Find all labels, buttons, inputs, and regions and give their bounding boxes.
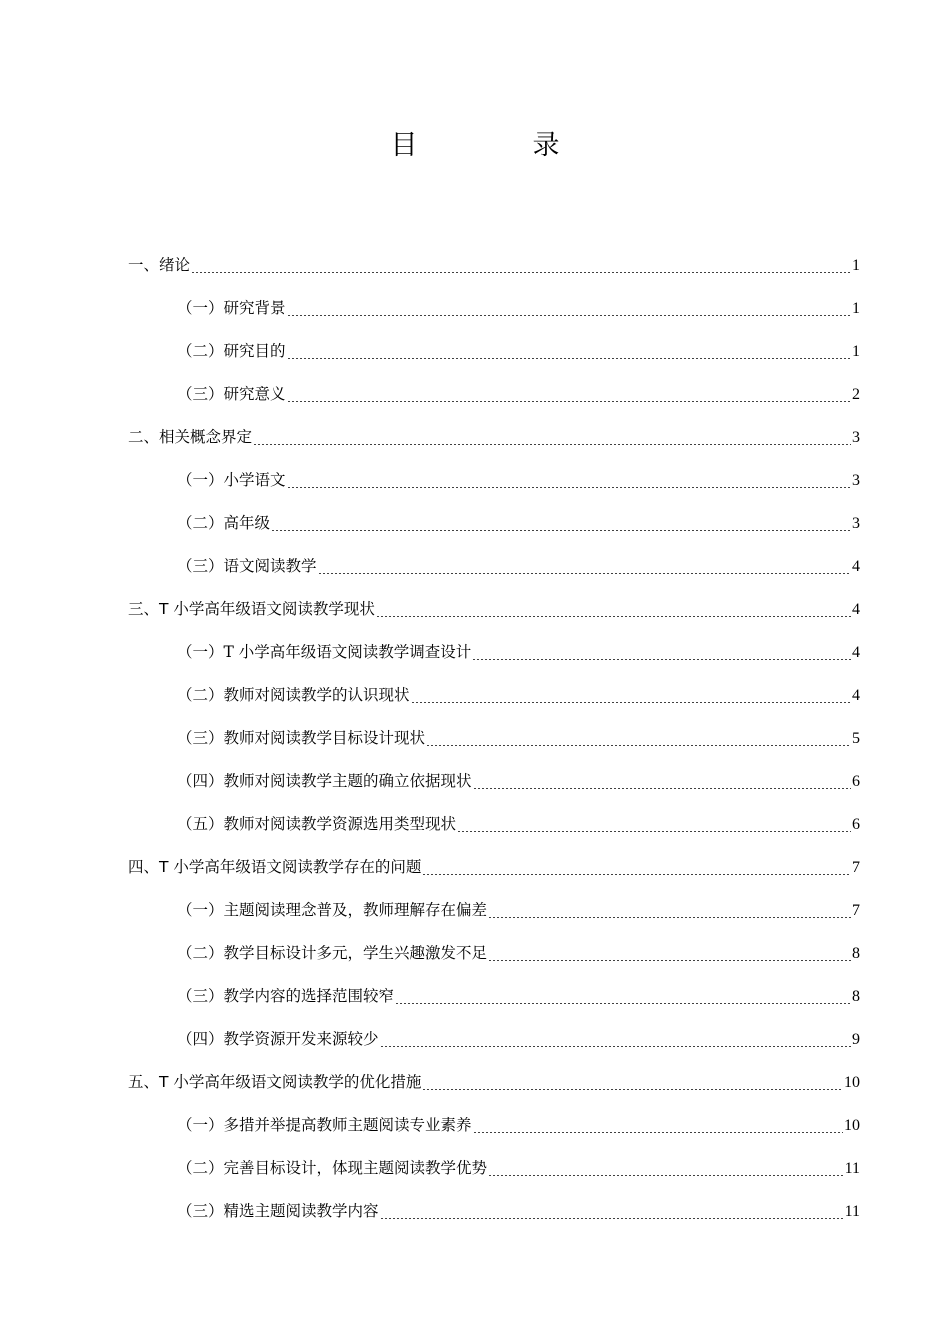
toc-entry-label: （一）小学语文 <box>177 471 286 489</box>
toc-section-entry[interactable] <box>128 631 860 674</box>
toc-entry-page-number: 1 <box>852 300 860 317</box>
toc-entry-page-number: 4 <box>852 558 860 575</box>
dot-leader <box>287 401 851 402</box>
toc-entry-page-number: 11 <box>844 1160 860 1177</box>
toc-entry-label: （三）教学内容的选择范围较窄 <box>177 987 395 1005</box>
toc-section-entry[interactable] <box>128 889 860 932</box>
dot-leader <box>287 358 851 359</box>
dot-leader <box>472 659 851 660</box>
toc-entry-label: 二、相关概念界定 <box>128 428 253 446</box>
toc-entry-label: （四）教师对阅读教学主题的确立依据现状 <box>177 772 472 790</box>
toc-section-entry[interactable] <box>128 1018 860 1061</box>
dot-leader <box>376 616 851 617</box>
toc-section-entry[interactable] <box>128 1104 860 1147</box>
toc-entry-label: （三）语文阅读教学 <box>177 557 317 575</box>
toc-entry-label: （二）教学目标设计多元，学生兴趣激发不足 <box>177 944 488 962</box>
dot-leader <box>395 1003 851 1004</box>
toc-entry-label: 一、绪论 <box>128 256 191 274</box>
toc-entry-label: 三、T 小学高年级语文阅读教学现状 <box>128 600 375 618</box>
toc-entry-page-number: 4 <box>852 687 860 704</box>
toc-entry-page-number: 11 <box>844 1203 860 1220</box>
toc-chapter-entry[interactable] <box>128 244 860 287</box>
toc-section-entry[interactable] <box>128 330 860 373</box>
toc-entry-page-number: 2 <box>852 386 860 403</box>
toc-section-entry[interactable] <box>128 1147 860 1190</box>
toc-entry-label: （三）教师对阅读教学目标设计现状 <box>177 729 426 747</box>
toc-chapter-entry[interactable] <box>128 846 860 889</box>
dot-leader <box>488 917 851 918</box>
toc-entry-page-number: 4 <box>852 644 860 661</box>
toc-entry-label: （三）研究意义 <box>177 385 286 403</box>
dot-leader <box>318 573 851 574</box>
toc-section-entry[interactable] <box>128 545 860 588</box>
toc-section-entry[interactable] <box>128 760 860 803</box>
toc-entry-label: （三）精选主题阅读教学内容 <box>177 1202 379 1220</box>
toc-entry-page-number: 8 <box>852 988 860 1005</box>
toc-entry-page-number: 7 <box>852 902 860 919</box>
toc-entry-label: （四）教学资源开发来源较少 <box>177 1030 379 1048</box>
page-title: 目 录 <box>390 130 604 161</box>
toc-entry-label: 四、T 小学高年级语文阅读教学存在的问题 <box>128 858 422 876</box>
dot-leader <box>473 1132 843 1133</box>
dot-leader <box>488 960 851 961</box>
toc-entry-page-number: 6 <box>852 816 860 833</box>
toc-section-entry[interactable] <box>128 1190 860 1233</box>
toc-section-entry[interactable] <box>128 459 860 502</box>
toc-entry-page-number: 1 <box>852 343 860 360</box>
dot-leader <box>287 315 851 316</box>
table-of-contents <box>128 244 860 1233</box>
dot-leader <box>411 702 851 703</box>
toc-section-entry[interactable] <box>128 803 860 846</box>
toc-entry-page-number: 10 <box>844 1117 860 1134</box>
toc-entry-label: 五、T 小学高年级语文阅读教学的优化措施 <box>128 1073 422 1091</box>
toc-entry-label: （二）完善目标设计，体现主题阅读教学优势 <box>177 1159 488 1177</box>
toc-entry-page-number: 5 <box>852 730 860 747</box>
dot-leader <box>422 874 851 875</box>
dot-leader <box>488 1175 844 1176</box>
toc-section-entry[interactable] <box>128 717 860 760</box>
toc-entry-page-number: 7 <box>852 859 860 876</box>
dot-leader <box>457 831 851 832</box>
dot-leader <box>426 745 851 746</box>
toc-entry-page-number: 10 <box>844 1074 860 1091</box>
toc-section-entry[interactable] <box>128 932 860 975</box>
toc-entry-label: （五）教师对阅读教学资源选用类型现状 <box>177 815 457 833</box>
toc-entry-page-number: 6 <box>852 773 860 790</box>
dot-leader <box>191 272 851 273</box>
toc-section-entry[interactable] <box>128 502 860 545</box>
toc-entry-label: （二）高年级 <box>177 514 271 532</box>
toc-entry-page-number: 9 <box>852 1031 860 1048</box>
toc-entry-page-number: 4 <box>852 601 860 618</box>
dot-leader <box>287 487 851 488</box>
dot-leader <box>422 1089 843 1090</box>
toc-entry-label: （一）T 小学高年级语文阅读教学调查设计 <box>177 643 472 661</box>
toc-entry-label: （二）教师对阅读教学的认识现状 <box>177 686 410 704</box>
dot-leader <box>253 444 851 445</box>
toc-entry-page-number: 3 <box>852 429 860 446</box>
dot-leader <box>380 1046 851 1047</box>
toc-chapter-entry[interactable] <box>128 588 860 631</box>
dot-leader <box>380 1218 844 1219</box>
toc-chapter-entry[interactable] <box>128 416 860 459</box>
toc-entry-page-number: 3 <box>852 515 860 532</box>
toc-section-entry[interactable] <box>128 674 860 717</box>
toc-entry-page-number: 8 <box>852 945 860 962</box>
toc-entry-page-number: 1 <box>852 257 860 274</box>
toc-entry-label: （一）多措并举提高教师主题阅读专业素养 <box>177 1116 472 1134</box>
toc-entry-label: （一）研究背景 <box>177 299 286 317</box>
dot-leader <box>473 788 851 789</box>
dot-leader <box>271 530 851 531</box>
toc-entry-label: （一）主题阅读理念普及，教师理解存在偏差 <box>177 901 488 919</box>
toc-entry-label: （二）研究目的 <box>177 342 286 360</box>
toc-section-entry[interactable] <box>128 287 860 330</box>
toc-entry-page-number: 3 <box>852 472 860 489</box>
toc-chapter-entry[interactable] <box>128 1061 860 1104</box>
toc-section-entry[interactable] <box>128 373 860 416</box>
toc-section-entry[interactable] <box>128 975 860 1018</box>
